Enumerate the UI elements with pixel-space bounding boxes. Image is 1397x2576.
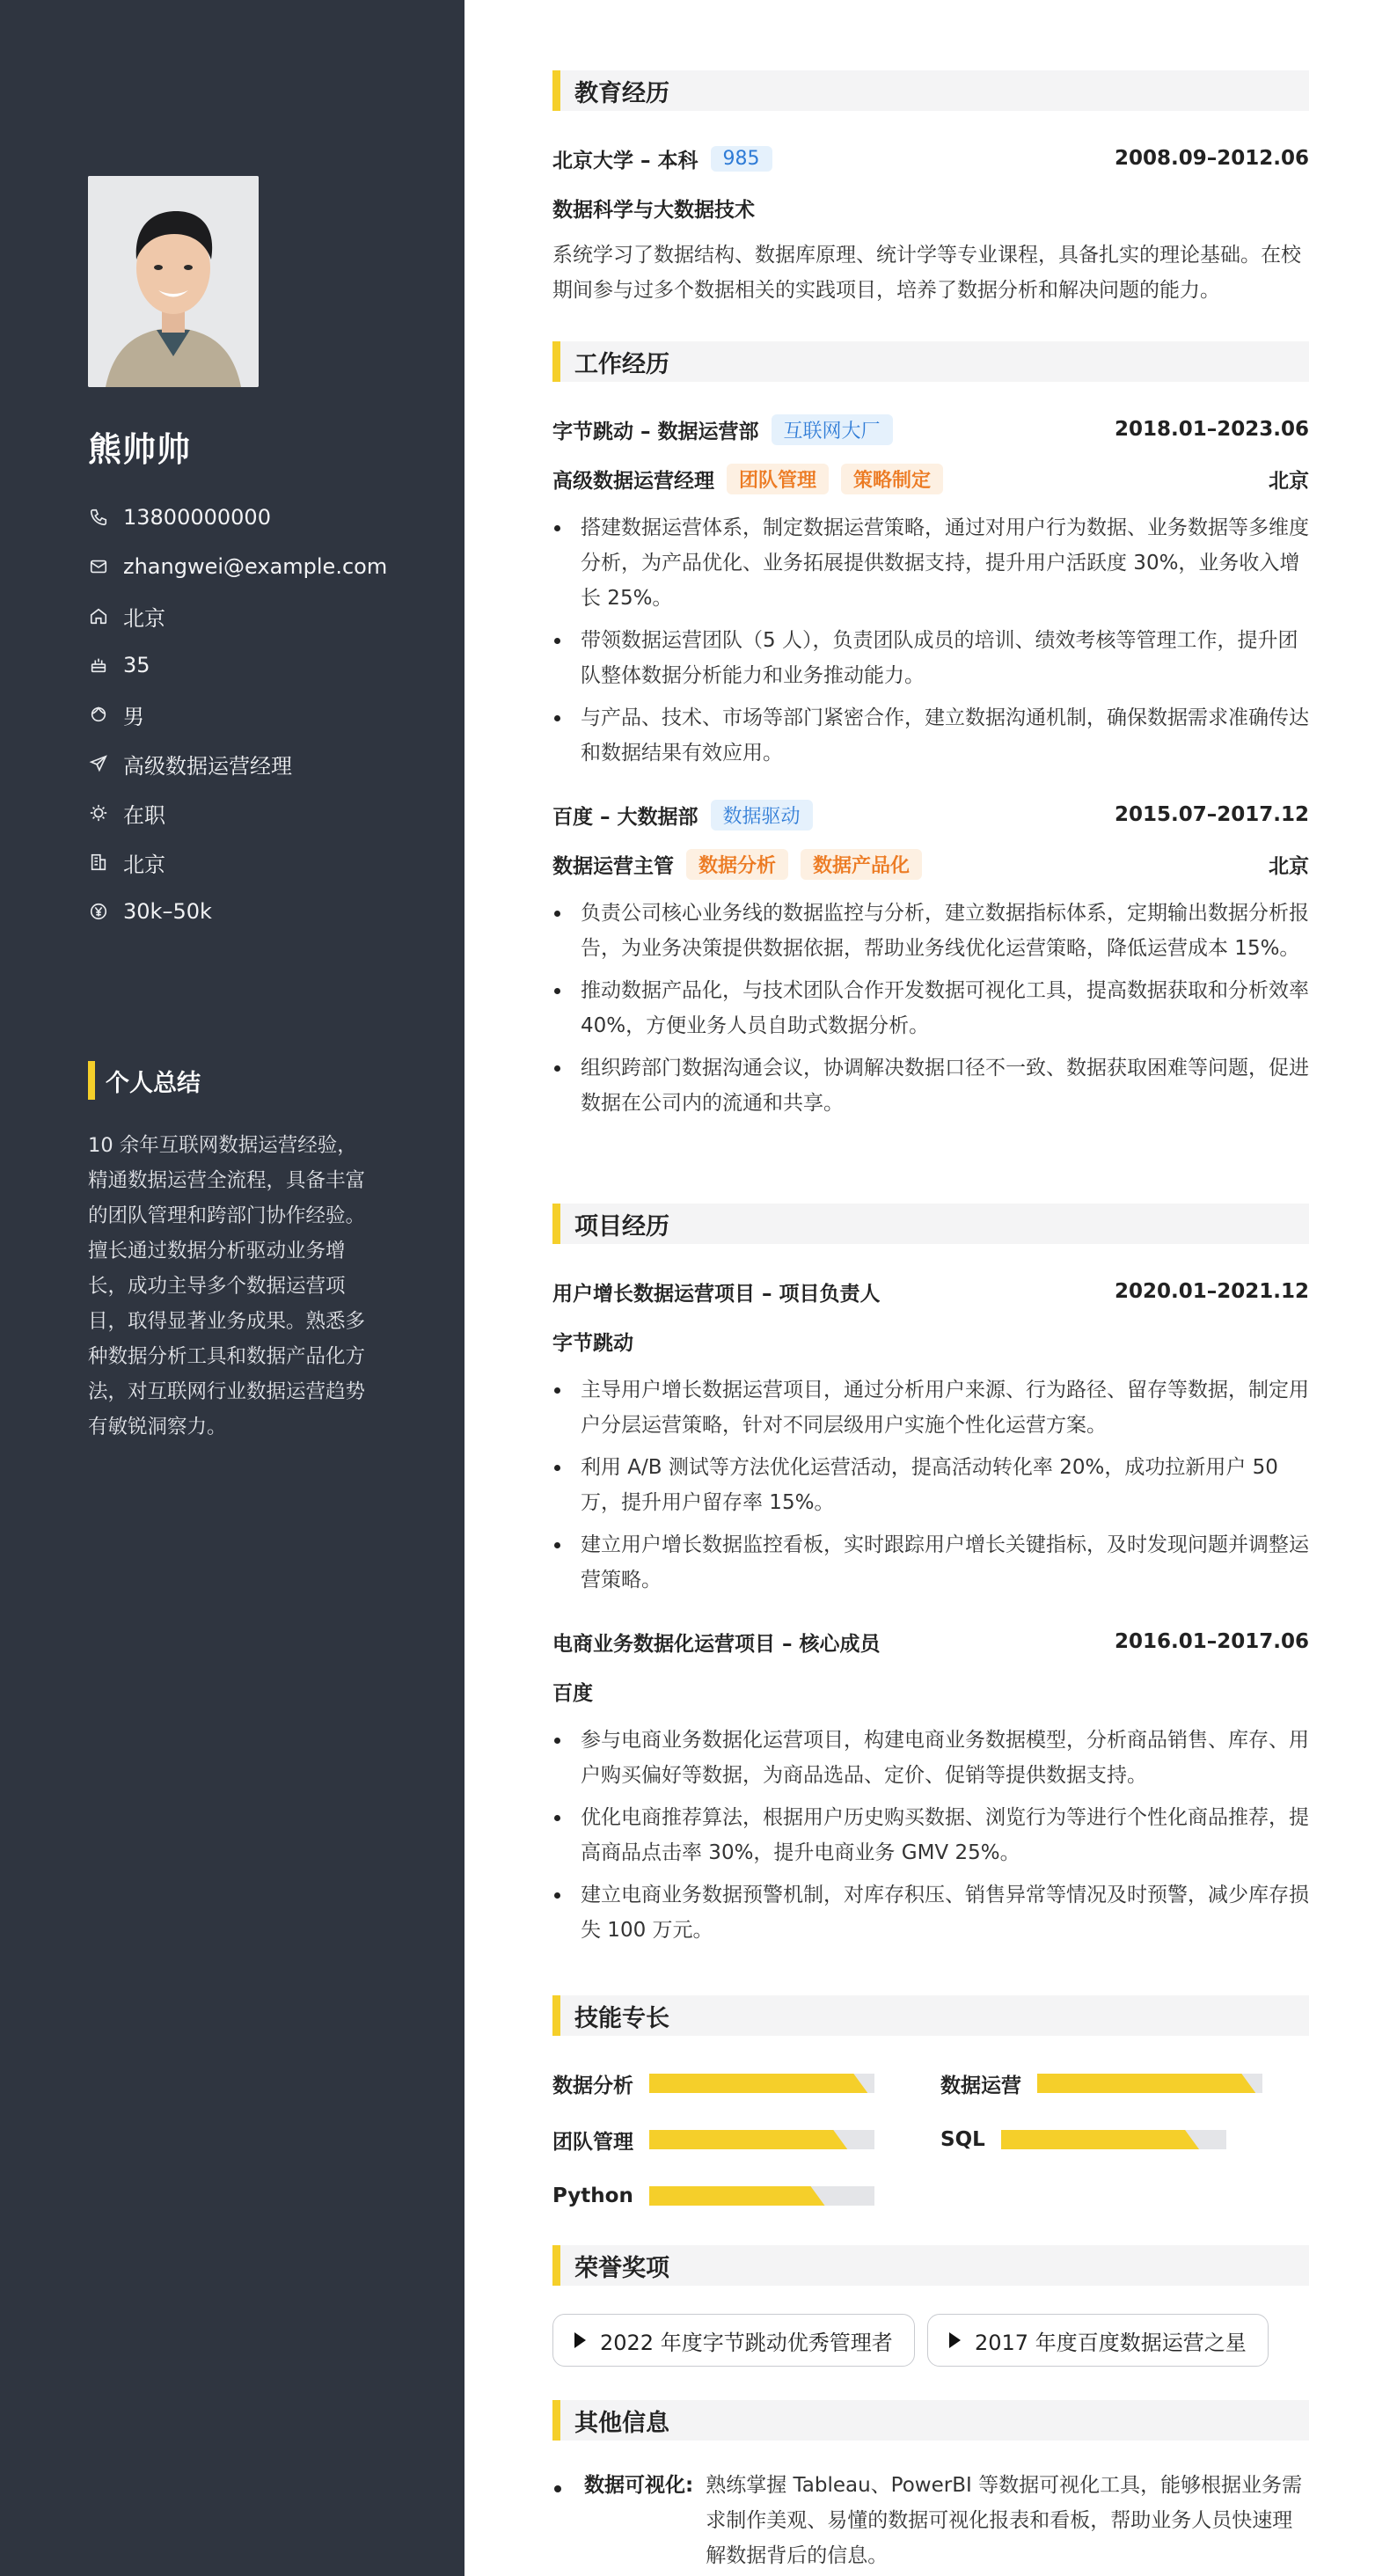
contact-info xyxy=(88,493,387,936)
school-name: 北京大学 – 本科 xyxy=(552,149,698,172)
section-title: 项目经历 xyxy=(574,1212,669,1240)
accent-bar xyxy=(552,341,560,382)
list-item: 推动数据产品化，与技术团队合作开发数据可视化工具，提高数据获取和分析效率 40%，方便业务人员自助式数据分析。 xyxy=(552,973,1309,1043)
accent-bar xyxy=(552,1204,560,1244)
job-date: 2015.07–2017.12 xyxy=(1114,803,1309,826)
education-desc: 系统学习了数据结构、数据库原理、统计学等专业课程，具备扎实的理论基础。在校期间参与过多个数据相关的实践项目，培养了数据分析和解决问题的能力。 xyxy=(552,244,1301,302)
project-2-header xyxy=(552,1626,1309,1658)
summary-title: 个人总结 xyxy=(106,1069,201,1097)
project-1-company xyxy=(552,1325,1309,1357)
job-1-header xyxy=(552,413,1309,445)
section-title: 教育经历 xyxy=(574,79,669,107)
yuan-icon xyxy=(88,901,109,922)
list-item: 利用 A/B 测试等方法优化运营活动，提高活动转化率 20%，成功拉新用户 50 万，提升用户留存率 15%。 xyxy=(552,1450,1309,1520)
skill-fill xyxy=(649,2186,825,2206)
section-education xyxy=(552,70,1309,111)
section-title: 技能专长 xyxy=(574,2004,669,2032)
gender-value: 男 xyxy=(123,704,144,729)
skill-name: Python xyxy=(552,2184,633,2207)
info-status xyxy=(88,788,387,838)
major-row xyxy=(552,192,1309,223)
skill-name: 数据分析 xyxy=(552,2074,633,2097)
section-other xyxy=(552,2400,1309,2441)
info-gender xyxy=(88,690,387,739)
mail-icon xyxy=(88,556,109,577)
education-row xyxy=(552,143,1309,174)
age-value: 35 xyxy=(123,653,150,677)
summary-heading xyxy=(88,1060,201,1101)
job-1-role xyxy=(552,463,1309,494)
info-salary xyxy=(88,887,387,936)
sidebar xyxy=(0,0,464,2576)
job-1-bullets xyxy=(552,510,1309,778)
list-item: 组织跨部门数据沟通会议，协调解决数据口径不一致、数据获取困难等问题，促进数据在公司内的流通和共享。 xyxy=(552,1050,1309,1121)
skill-item xyxy=(940,2124,1226,2155)
role-tag: 策略制定 xyxy=(841,464,943,494)
skill-bar xyxy=(649,2130,874,2149)
gender-icon xyxy=(88,704,109,725)
list-item: 负责公司核心业务线的数据监控与分析，建立数据指标体系，定期输出数据分析报告，为业务决策提供数据依据，帮助业务线优化运营策略，降低运营成本 15%。 xyxy=(552,896,1309,966)
phone-icon xyxy=(88,507,109,528)
status-icon xyxy=(88,802,109,823)
other-key: 数据可视化: xyxy=(584,2474,694,2497)
skill-name: 数据运营 xyxy=(940,2074,1021,2097)
skill-fill xyxy=(1001,2130,1199,2149)
job-city: 北京 xyxy=(1269,469,1309,493)
other-value: 熟练掌握 Tableau、PowerBI 等数据可视化工具，能够根据业务需求制作美观、易懂的数据可视化报表和看板，帮助业务人员快速理解数据背后的信息。 xyxy=(706,2474,1303,2567)
bullet-dot xyxy=(554,2485,561,2492)
skill-name: SQL xyxy=(940,2128,985,2151)
job-2-header xyxy=(552,799,1309,831)
building-icon xyxy=(88,852,109,873)
home-icon xyxy=(88,605,109,626)
skill-fill xyxy=(1037,2074,1255,2093)
project-company: 字节跳动 xyxy=(552,1331,633,1355)
skill-bar xyxy=(1037,2074,1262,2093)
role-tag: 数据分析 xyxy=(686,849,788,880)
project-name: 用户增长数据运营项目 – 项目负责人 xyxy=(552,1282,881,1306)
accent-bar xyxy=(88,1061,95,1100)
info-age xyxy=(88,640,387,690)
role-name: 数据运营主管 xyxy=(552,854,674,878)
section-work xyxy=(552,341,1309,382)
skill-fill xyxy=(649,2130,847,2149)
job-date: 2018.01–2023.06 xyxy=(1114,418,1309,441)
project-company: 百度 xyxy=(552,1681,593,1705)
skill-bar xyxy=(1001,2130,1226,2149)
skill-item xyxy=(552,2180,874,2212)
other-item xyxy=(552,2468,1309,2573)
main-content xyxy=(464,0,1397,2576)
accent-bar xyxy=(552,2400,560,2441)
award-label: 2017 年度百度数据运营之星 xyxy=(975,2330,1247,2355)
play-icon xyxy=(949,2332,961,2348)
accent-bar xyxy=(552,2245,560,2286)
accent-bar xyxy=(552,1995,560,2036)
cake-icon xyxy=(88,655,109,676)
list-item: 带领数据运营团队（5 人），负责团队成员的培训、绩效考核等管理工作，提升团队整体数据分析能力和业务推动能力。 xyxy=(552,623,1309,693)
info-position xyxy=(88,739,387,788)
send-icon xyxy=(88,753,109,774)
role-name: 高级数据运营经理 xyxy=(552,469,714,493)
job-2-bullets xyxy=(552,896,1309,1128)
city-value: 北京 xyxy=(123,605,165,631)
position-value: 高级数据运营经理 xyxy=(123,753,292,779)
list-item: 主导用户增长数据运营项目，通过分析用户来源、行为路径、留存等数据，制定用户分层运营策略，针对不同层级用户实施个性化运营方案。 xyxy=(552,1372,1309,1443)
company-tag: 数据驱动 xyxy=(711,800,813,831)
major-name: 数据科学与大数据技术 xyxy=(552,198,755,222)
company-name: 百度 – 大数据部 xyxy=(552,805,698,829)
list-item: 优化电商推荐算法，根据用户历史购买数据、浏览行为等进行个性化商品推荐，提高商品点击率 30%，提升电商业务 GMV 25%。 xyxy=(552,1800,1309,1870)
info-work-city xyxy=(88,838,387,887)
list-item: 搭建数据运营体系，制定数据运营策略，通过对用户行为数据、业务数据等多维度分析，为产品优化、业务拓展提供数据支持，提升用户活跃度 30%，业务收入增长 25%。 xyxy=(552,510,1309,616)
section-awards xyxy=(552,2245,1309,2286)
job-2-role xyxy=(552,848,1309,880)
candidate-name: 熊帅帅 xyxy=(88,430,192,469)
skill-item xyxy=(940,2067,1262,2099)
award-label: 2022 年度字节跳动优秀管理者 xyxy=(600,2330,893,2355)
info-phone xyxy=(88,493,387,542)
email-value[interactable]: zhangwei@example.com xyxy=(123,554,388,579)
project-1-bullets xyxy=(552,1372,1309,1605)
job-city: 北京 xyxy=(1269,854,1309,878)
company-tag: 互联网大厂 xyxy=(772,414,893,445)
accent-bar xyxy=(552,70,560,111)
skill-item xyxy=(552,2124,874,2155)
list-item: 建立用户增长数据监控看板，实时跟踪用户增长关键指标，及时发现问题并调整运营策略。 xyxy=(552,1527,1309,1598)
section-title: 荣誉奖项 xyxy=(574,2254,669,2282)
education-date: 2008.09–2012.06 xyxy=(1114,147,1309,170)
award-chip[interactable] xyxy=(927,2314,1269,2367)
salary-value: 30k–50k xyxy=(123,899,212,924)
role-tag: 数据产品化 xyxy=(801,849,922,880)
project-date: 2020.01–2021.12 xyxy=(1114,1280,1309,1303)
skill-name: 团队管理 xyxy=(552,2130,633,2154)
skill-item xyxy=(552,2067,874,2099)
project-date: 2016.01–2017.06 xyxy=(1114,1630,1309,1653)
avatar-photo xyxy=(88,176,259,387)
info-email xyxy=(88,542,387,591)
skill-fill xyxy=(649,2074,867,2093)
company-name: 字节跳动 – 数据运营部 xyxy=(552,420,759,443)
award-chip[interactable] xyxy=(552,2314,915,2367)
info-city xyxy=(88,591,387,640)
section-title: 工作经历 xyxy=(574,350,669,378)
section-projects xyxy=(552,1204,1309,1244)
list-item: 参与电商业务数据化运营项目，构建电商业务数据模型，分析商品销售、库存、用户购买偏好等数据，为商品选品、定价、促销等提供数据支持。 xyxy=(552,1723,1309,1793)
section-title: 其他信息 xyxy=(574,2409,669,2437)
list-item: 与产品、技术、市场等部门紧密合作，建立数据沟通机制，确保数据需求准确传达和数据结果有效应用。 xyxy=(552,700,1309,771)
avatar xyxy=(88,176,259,387)
summary-text: 10 余年互联网数据运营经验，精通数据运营全流程，具备丰富的团队管理和跨部门协作经验。擅长通过数据分析驱动业务增长，成功主导多个数据运营项目，取得显著业务成果。熟悉多种数据分析工具和数据产品化方法，对互联网行业数据运营趋势有敏锐洞察力。 xyxy=(88,1134,366,1438)
section-skills xyxy=(552,1995,1309,2036)
play-icon xyxy=(574,2332,586,2348)
skill-bar xyxy=(649,2186,874,2206)
school-tag: 985 xyxy=(711,146,772,172)
project-2-company xyxy=(552,1675,1309,1707)
project-1-header xyxy=(552,1276,1309,1307)
role-tag: 团队管理 xyxy=(727,464,829,494)
skill-bar xyxy=(649,2074,874,2093)
work-city-value: 北京 xyxy=(123,852,165,877)
phone-value[interactable]: 13800000000 xyxy=(123,505,271,530)
project-2-bullets xyxy=(552,1723,1309,1955)
status-value: 在职 xyxy=(123,802,165,828)
project-name: 电商业务数据化运营项目 – 核心成员 xyxy=(552,1632,881,1656)
list-item: 建立电商业务数据预警机制，对库存积压、销售异常等情况及时预警，减少库存损失 100 万元。 xyxy=(552,1877,1309,1948)
